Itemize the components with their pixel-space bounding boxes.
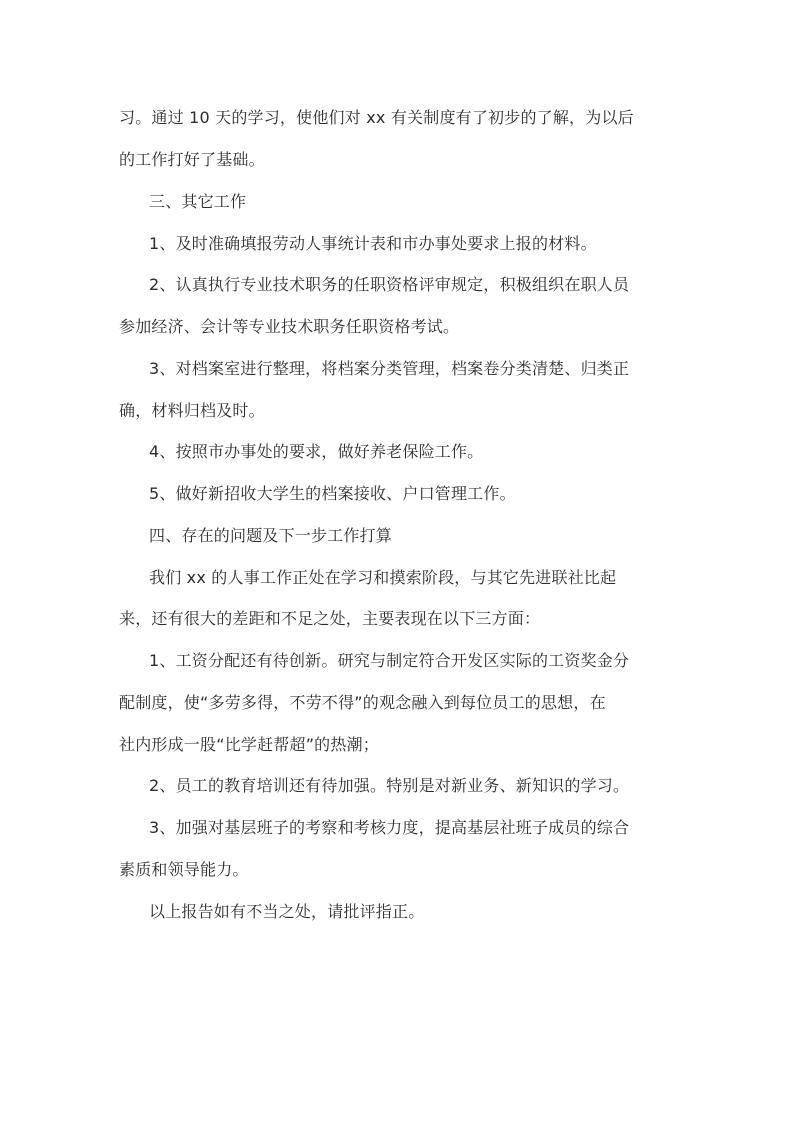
list-item: 5、做好新招收大学生的档案接收、户口管理工作。: [149, 484, 516, 503]
section-heading: 三、其它工作: [149, 192, 247, 211]
paragraph-line: 的工作打好了基础。: [119, 150, 265, 169]
list-item: 1、及时准确填报劳动人事统计表和市办事处要求上报的材料。: [149, 234, 597, 253]
list-item: 3、对档案室进行整理，将档案分类管理，档案卷分类清楚、归类正: [149, 359, 630, 378]
paragraph-line: 习。通过 10 天的学习，使他们对 xx 有关制度有了初步的了解，为以后: [119, 108, 634, 127]
paragraph-line: 素质和领导能力。: [119, 860, 249, 879]
paragraph-line: 参加经济、会计等专业技术职务任职资格考试。: [119, 317, 460, 336]
list-item: 1、工资分配还有待创新。研究与制定符合开发区实际的工资奖金分: [149, 651, 630, 670]
list-item: 2、认真执行专业技术职务的任职资格评审规定，积极组织在职人员: [149, 275, 630, 294]
paragraph-line: 我们 xx 的人事工作正处在学习和摸索阶段，与其它先进联社比起: [149, 568, 617, 587]
paragraph-line: 来，还有很大的差距和不足之处，主要表现在以下三方面：: [119, 609, 541, 628]
list-item: 4、按照市办事处的要求，做好养老保险工作。: [149, 442, 484, 461]
closing-line: 以上报告如有不当之处，请批评指正。: [149, 902, 425, 921]
list-item: 2、员工的教育培训还有待加强。特别是对新业务、新知识的学习。: [149, 776, 630, 795]
list-item: 3、加强对基层班子的考察和考核力度，提高基层社班子成员的综合: [149, 818, 630, 837]
paragraph-line: 社内形成一股“比学赶帮超”的热潮；: [119, 735, 379, 754]
paragraph-line: 配制度，使“多劳多得，不劳不得”的观念融入到每位员工的思想，在: [119, 693, 606, 712]
paragraph-line: 确，材料归档及时。: [119, 401, 265, 420]
section-heading: 四、存在的问题及下一步工作打算: [149, 526, 393, 545]
